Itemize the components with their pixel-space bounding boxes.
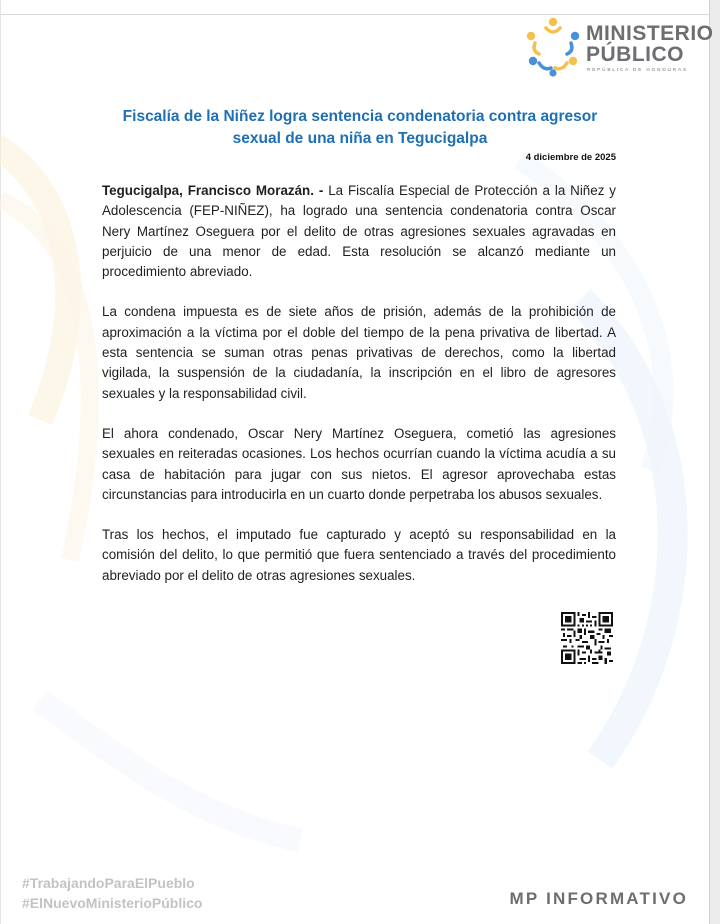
press-release-date: 4 diciembre de 2025 <box>525 152 616 163</box>
paragraph-1-text: La Fiscalía Especial de Protección a la Niñez y Adolescencia (FEP-NIÑEZ), ha logrado una sentencia condenatoria contra Oscar Nery Martínez Oseguera por el delito de otras agresiones sexuales agravadas en perjuicio de una menor de edad. Esta resolución se alcanzó mediante un procedimiento abreviado. <box>102 183 616 280</box>
logo-text-ministerio: MINISTERIO <box>586 22 714 45</box>
paragraph-4: Tras los hechos, el imputado fue capturado y aceptó su responsabilidad en la comisión del delito, lo que permitió que fuera sentenciado a través del procedimiento abreviado por el delito de otras agresiones sexuales. <box>102 527 616 583</box>
hashtag-trabajando[interactable]: #TrabajandoParaElPueblo <box>22 875 195 891</box>
page-top-border <box>0 0 720 15</box>
page-right-border <box>709 0 720 924</box>
logo-text-country: REPÚBLICA DE HONDURAS <box>587 67 688 72</box>
ministerio-publico-logo-icon <box>522 16 584 78</box>
paragraph-1 <box>102 181 616 282</box>
press-release-body <box>102 181 616 606</box>
hashtag-nuevo-ministerio[interactable]: #ElNuevoMinisterioPúblico <box>22 895 203 911</box>
paragraph-2: La condena impuesta es de siete años de prisión, además de la prohibición de aproximación a la víctima por el doble del tiempo de la pena privativa de libertad. A esta sentencia se suman otras penas privativas de derechos, como la libertad vigilada, la suspensión de la ciudadanía, la inscripción en el libro de agresores sexuales y la responsabilidad civil. <box>102 304 616 401</box>
footer-hashtags <box>22 873 202 913</box>
page-left-border <box>0 0 1 924</box>
mp-informativo-brand: MP INFORMATIVO <box>509 889 688 908</box>
logo-text-publico: PÚBLICO <box>586 43 684 66</box>
press-release-title: Fiscalía de la Niñez logra sentencia condenatoria contra agresor sexual de una niña en Tegucigalpa <box>122 108 598 147</box>
ministerio-publico-logo <box>522 16 714 78</box>
qr-code-icon[interactable] <box>561 612 613 664</box>
paragraph-3: El ahora condenado, Oscar Nery Martínez Oseguera, cometió las agresiones sexuales en reiteradas ocasiones. Los hechos ocurrían cuando la víctima acudía a su casa de habitación para jugar con sus nietos. El agresor aprovechaba estas circunstancias para introducirla en un cuarto donde perpetraba los abusos sexuales. <box>102 425 616 502</box>
dateline: Tegucigalpa, Francisco Morazán. - <box>102 183 324 198</box>
